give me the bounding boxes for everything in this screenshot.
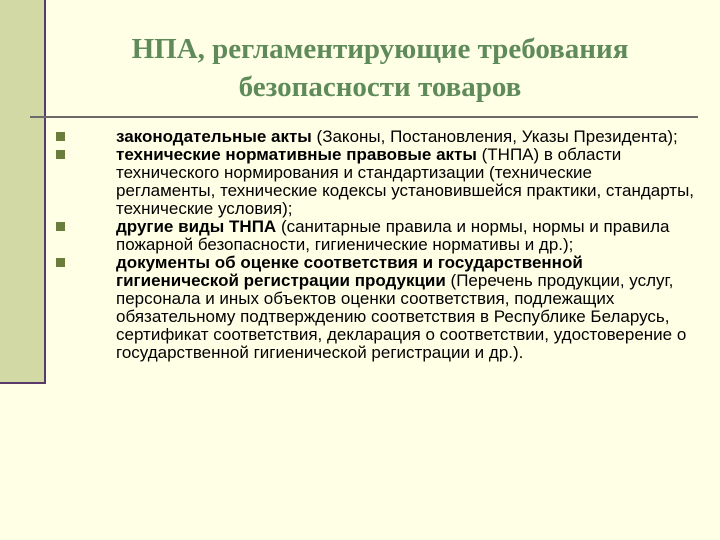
- side-decor-line: [44, 0, 46, 384]
- bullet-text: (Перечень продукции, услуг, персонала и иных объектов оценки соответствия, подлежащих обязательному подтверждению соответствия в Республике Беларусь, сертификат соответствия, декларация о соответствии, удостоверение о государственной гигиенической регистрации и др.).: [116, 271, 687, 362]
- bullet-list: [56, 128, 696, 362]
- square-bullet-icon: [56, 150, 65, 159]
- slide-title: [60, 30, 700, 106]
- bullet-bold-text: документы об оценке соответствия и государственной гигиенической регистрации продукции: [116, 253, 583, 290]
- slide-title-line-1: НПА, регламентирующие требования: [131, 33, 629, 65]
- title-divider: [30, 116, 698, 118]
- slide-title-line-2: безопасности товаров: [238, 71, 522, 103]
- bullet-item: [56, 146, 696, 218]
- bullet-item: [56, 254, 696, 362]
- bullet-item: [56, 128, 696, 146]
- bullet-bold-text: технические нормативные правовые акты: [116, 145, 477, 164]
- bullet-bold-text: другие виды ТНПА: [116, 217, 277, 236]
- side-decor-strip: [0, 0, 44, 384]
- square-bullet-icon: [56, 258, 65, 267]
- bullet-bold-text: законодательные акты: [116, 127, 312, 146]
- bullet-text: (Законы, Постановления, Указы Президента);: [311, 127, 678, 146]
- square-bullet-icon: [56, 132, 65, 141]
- bullet-text: (ТНПА) в области технического нормирования и стандартизации (технические регламенты, технические кодексы установившейся практики, стандарты, технические условия);: [116, 145, 695, 218]
- bullet-text: (санитарные правила и нормы, нормы и правила пожарной безопасности, гигиенические нормативы и др.);: [116, 217, 670, 254]
- side-decor-bottom-line: [0, 382, 46, 384]
- bullet-item: [56, 218, 696, 254]
- square-bullet-icon: [56, 222, 65, 231]
